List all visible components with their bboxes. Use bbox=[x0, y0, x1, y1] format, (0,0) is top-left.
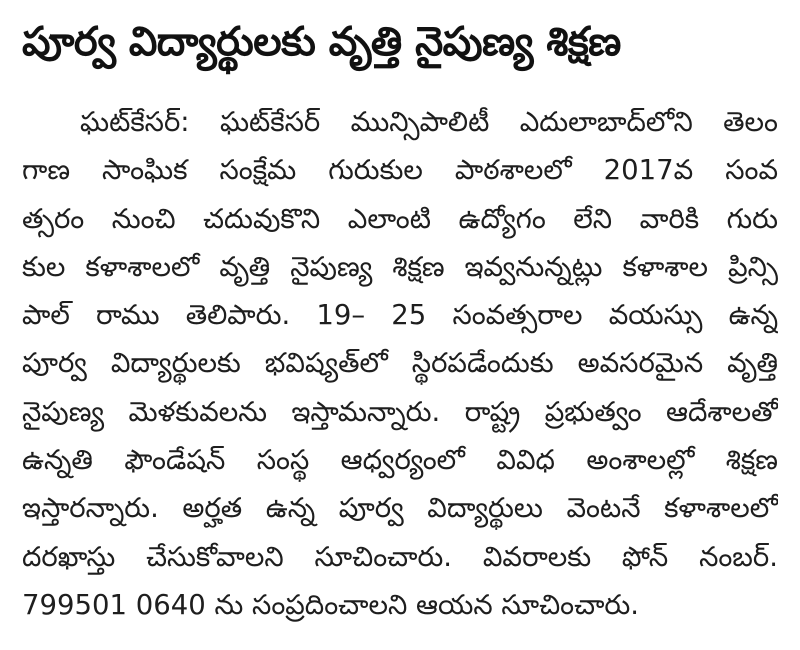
article-body-line: త్సరం నుంచి చదువుకొని ఎలాంటి ఉద్యోగం లేని వారికి గురు bbox=[22, 202, 778, 235]
article-body-line: ఇస్తారన్నారు. అర్హత ఉన్న పూర్వ విద్యార్థులు వెంటనే కళాశాలలో bbox=[22, 492, 778, 525]
article-headline: పూర్వ విద్యార్థులకు వృత్తి నైపుణ్య శిక్షణ bbox=[22, 19, 621, 65]
article-body-line: పూర్వ విద్యార్థులకు భవిష్యత్‌లో స్థిరపడేందుకు అవసరమైన వృత్తి bbox=[22, 347, 778, 380]
article-body-line: 799501 0640 ను సంప్రదించాలని ఆయన సూచించారు. bbox=[22, 588, 639, 621]
article-body-line: నైపుణ్య మెళకువలను ఇస్తామన్నారు. రాష్ట్ర ప్రభుత్వం ఆదేశాలతో bbox=[22, 395, 778, 428]
article-body-line: పాల్ రాము తెలిపారు. 19– 25 సంవత్సరాల వయస్సు ఉన్న bbox=[22, 299, 778, 332]
article-body-line: దరఖాస్తు చేసుకోవాలని సూచించారు. వివరాలకు ఫోన్ నంబర్. bbox=[22, 540, 778, 573]
article-body-line: గాణ సాంఘిక సంక్షేమ గురుకుల పాఠశాలలో 2017వ సంవ bbox=[22, 154, 778, 187]
article-body-line: కుల కళాశాలలో వృత్తి నైపుణ్య శిక్షణ ఇవ్వనున్నట్లు కళాశాల ప్రిన్సి bbox=[22, 250, 778, 283]
article-body-line: ఘట్‌కేసర్: ఘట్‌కేసర్ మున్సిపాలిటీ ఎదులాబాద్‌లోని తెలం bbox=[80, 106, 778, 138]
article-body bbox=[22, 98, 778, 629]
article-body-line: ఉన్నతి ఫౌండేషన్ సంస్థ ఆధ్వర్యంలో వివిధ అంశాలల్లో శిక్షణ bbox=[22, 444, 778, 477]
